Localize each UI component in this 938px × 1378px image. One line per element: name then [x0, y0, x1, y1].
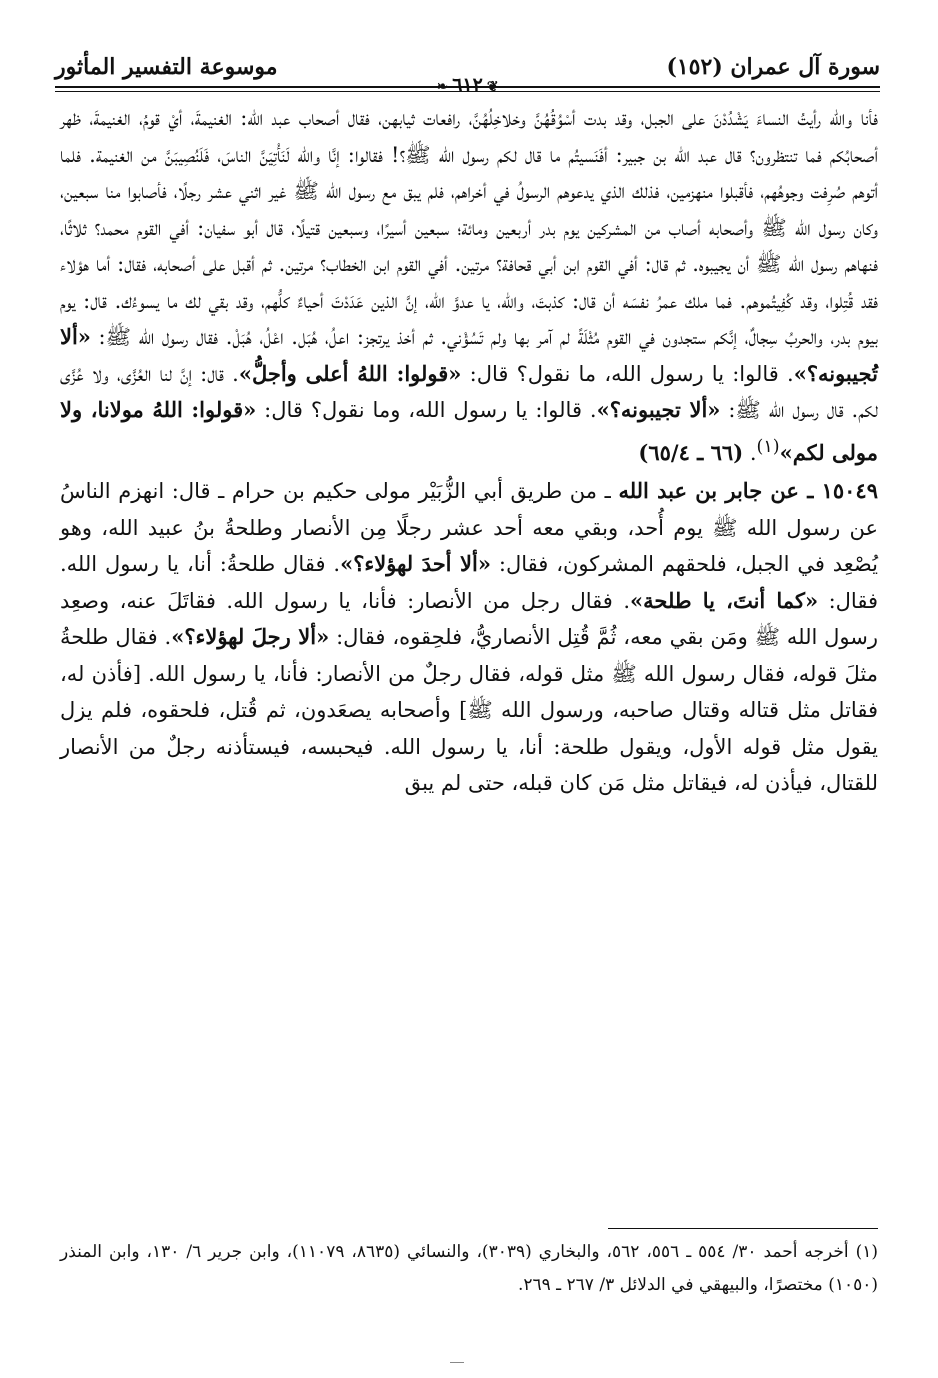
quote-bold: «ألا تجيبونه؟»	[596, 397, 721, 422]
entry-number: ١٥٠٤٩	[821, 478, 878, 503]
quote-bold: «ألا رجلَ لهؤلاء؟»	[171, 624, 330, 649]
header-rule	[55, 86, 880, 88]
footnote-rule	[608, 1228, 878, 1229]
ornament-icon: ❦	[486, 79, 499, 95]
book-title: موسوعة التفسير المأثور	[55, 54, 278, 80]
page-number-block	[55, 74, 880, 96]
paragraph-hadith-15049	[60, 473, 878, 802]
text-run: . قالوا: يا رسول الله، ما نقول؟ قال:	[461, 361, 794, 386]
ornament-icon: ❧	[436, 79, 449, 95]
quote-bold: «كما أنتَ، يا طلحة»	[630, 587, 819, 613]
page-number: ٦١٢	[452, 74, 483, 96]
text-run: . فقال طلحةُ مثلَ قوله، فقال رسول الله ﷺ مثل قوله، فقال رجلٌ من الأنصار: فأنا، يا رسول الله. [فأذن له، فقاتل مثل قتاله وقتال صاحبه، ورسول الله ﷺ] وأصحابه يصعَدون، ثم قُتل، فلحقوه، فلم يزل يقول مثل قوله الأول، ويقول طلحة: أنا، يا رسول الله. فيحبسه، فيستأذنه رجلٌ من الأنصار للقتال، فيأذن له، فيقاتل مثل مَن كان قبله، حتى لم يبق	[60, 625, 878, 795]
text-run: . قال: إنَّ لنا العُزَّى، ولا عُزَّى لكم. قال رسول الله ﷺ:	[60, 361, 878, 422]
paragraph-continuation	[60, 100, 878, 471]
main-text	[60, 100, 878, 1210]
quote-bold: «قولوا: اللهُ أعلى وأجلُّ»	[238, 360, 462, 386]
verse-reference: (٦٦ ـ ٦٥/٤)	[638, 439, 744, 465]
footnote-marker: (١)	[756, 436, 780, 457]
quote-bold: «ألا أحدَ لهؤلاء؟»	[340, 551, 491, 576]
footnote: (١) أخرجه أحمد ٣٠/ ٥٥٤ ـ ٥٥٦، ٥٦٢، والبخاري (٣٠٣٩)، والنسائي (٨٦٣٥، ١١٠٧٩)، وابن جرير ٦/ ١٣٠، وابن المنذر (١٠٥٠) مختصرًا، والبيهقي في الدلائل ٣/ ٢٦٧ ـ ٢٦٩.	[60, 1242, 879, 1295]
text-run: ـ من طريق أبي الزُّبَيْر مولى حكيم بن حرام ـ قال: انهزم الناسُ عن رسول الله ﷺ يوم أُحد، وبقي معه أحد عشر رجلًا مِن الأنصار وطلحةُ بنُ عبيد الله، وهو يُصْعِد في الجبل، فلحقهم المشركون، فقال:	[60, 479, 878, 576]
text-run: .	[743, 440, 757, 465]
header-rule-thin	[55, 91, 880, 92]
page-header	[55, 46, 880, 96]
text-run: . فقال رجل من الأنصار: فأنا، يا رسول الله. فقاتَلَ عنه، وصعِد رسول الله ﷺ ومَن بقي معه، ثُمَّ قُتِل الأنصاريُّ، فلحِقوه، فقال:	[60, 588, 879, 649]
bottom-mark	[450, 1362, 464, 1363]
text-run: . فقال طلحةُ: أنا، يا رسول الله. فقال:	[60, 552, 878, 613]
quote-bold: «ألا تُجيبونه؟»	[60, 324, 879, 386]
surah-title: سورة آل عمران (١٥٢)	[666, 54, 880, 80]
text-run: فأنا والله رأيتُ النساءَ يَشْدُدْنَ على الجبل، وقد بدت أسْوُقُهُنَّ وخلاخِلُهُنَّ، رافعات ثيابهن، فقال أصحاب عبد الله: الغنيمةَ، أيْ قومُ، الغنيمةَ، ظهر أصحابُكم فما تنتظرون؟ قال عبد الله بن جبير: أفَنَسيتُم ما قال لكم رسول الله ﷺ؟! فقالوا: إنَّا والله لَنَأْتِيَنَّ الناسَ، فَلَنُصِيبَنَّ من الغنيمة. فلما أتوهم صُرِفت وجوهُهم، فأقبلوا منهزمين، فذلك الذي يدعوهم الرسولُ في أخراهم، فلم يبق مع رسول الله ﷺ غير اثني عشر رجلًا، فأصابوا منا سبعين، وكان رسول الله ﷺ وأصحابه أصاب من المشركين يوم بدر أربعين ومائة؛ سبعين أسيرًا، وسبعين قتيلًا، قال أبو سفيان: أفي القوم محمد؟ ثلاثًا، فنهاهم رسول الله ﷺ أن يجيبوه. ثم قال: أفي القوم ابن أبي قحافة؟ مرتين. أفي القوم ابن الخطاب؟ مرتين. ثم أقبل على أصحابه، فقال: أما هؤلاء فقد قُتِلوا، وقد كُفِيتُموهم. فما ملك عمرُ نفسَه أن قال: كذبتَ، والله، يا عدوَّ الله، إنَّ الذين عَدَدْتَ أحياءٌ كلُّهم، وقد بقي لك ما يسوءُك. قال: يوم بيوم بدر، والحربُ سِجالٌ، إنَّكم ستجدون في القوم مُثْلَةً لم آمر بها ولم تَسُؤْني. ثم أخذ يرتجز: اعلُ، هُبَل. اعْلُ، هُبَلْ. فقال رسول الله ﷺ:	[60, 106, 878, 349]
text-run: . قالوا: يا رسول الله، وما نقول؟ قال:	[256, 398, 597, 422]
narrator-bold: ـ عن جابر بن عبد الله	[618, 478, 822, 503]
quote-bold: «قولوا: اللهُ مولانا، ولا مولى لكم»	[60, 397, 878, 465]
